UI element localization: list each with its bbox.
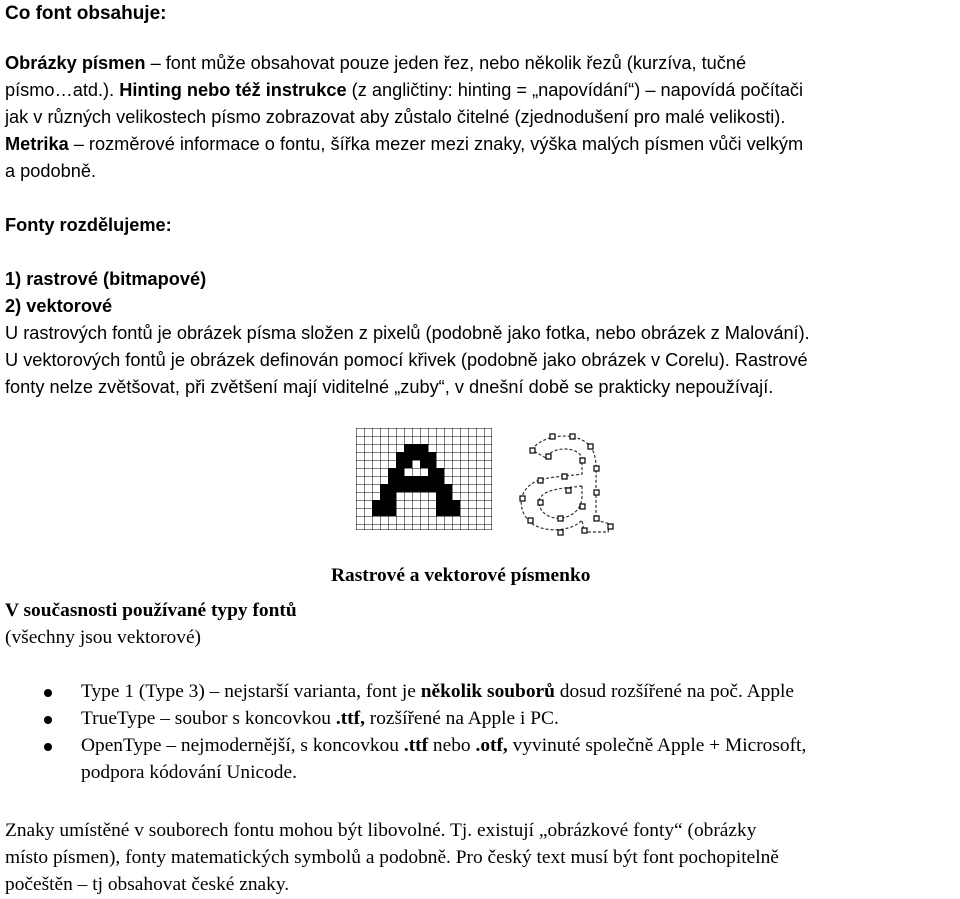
division-para-line-3: fonty nelze zvětšovat, při zvětšení mají viditelné „zuby“, v dnešní době se prakticky nepoužívají. — [5, 377, 774, 397]
intro-text-2a: (z angličtiny: hinting = „napovídání“) – napovídá počítači — [346, 80, 804, 100]
opentype-text-before: OpenType – nejmodernější, s koncovkou — [81, 735, 404, 756]
list-item-opentype — [0, 732, 955, 786]
types-header — [5, 597, 952, 651]
closing-line-2: místo písmen), fonty matematických symbolů a podobně. Pro český text musí být font pochopitelně — [5, 847, 779, 868]
truetype-text-bold: .ttf, — [335, 708, 365, 729]
type1-text-after: dosud rozšířené na poč. Apple — [554, 681, 795, 702]
list-item-truetype — [0, 705, 955, 732]
opentype-text-line2: podpora kódování Unicode. — [81, 762, 297, 783]
term-metrics: Metrika — [5, 134, 69, 154]
closing-line-1: Znaky umístěné v souborech fontu mohou být libovolné. Tj. existují „obrázkové fonty“ (obrázky — [5, 820, 757, 841]
division-list — [5, 266, 952, 401]
term-glyphs: Obrázky písmen — [5, 53, 146, 73]
types-subheading: (všechny jsou vektorové) — [5, 627, 202, 648]
intro-text-3a: – rozměrové informace o fontu, šířka mezer mezi znaky, výška malých písmen vůči velkým — [68, 134, 804, 154]
type1-text-before: Type 1 (Type 3) – nejstarší varianta, font je — [81, 681, 421, 702]
type1-text-bold: několik souborů — [420, 681, 555, 702]
heading-division: Fonty rozdělujeme: — [5, 215, 172, 235]
bullet-icon — [44, 743, 52, 751]
vector-letter-figure — [510, 428, 622, 538]
truetype-text-before: TrueType – soubor s koncovkou — [81, 708, 336, 729]
list-item-type1 — [0, 678, 955, 705]
division-item-raster: 1) rastrové (bitmapové) — [5, 269, 207, 289]
intro-text-1a: – font může obsahovat pouze jeden řez, nebo několik řezů (kurzíva, tučné — [145, 53, 747, 73]
bitmap-letter-figure — [356, 428, 492, 530]
intro-text-1b: písmo…atd.). — [5, 80, 120, 100]
figure-caption: Rastrové a vektorové písmenko — [331, 565, 591, 587]
types-heading: V současnosti používané typy fontů — [5, 600, 297, 621]
opentype-text-after: vyvinuté společně Apple + Microsoft, — [507, 735, 807, 756]
division-para-line-2: U vektorových fontů je obrázek definován pomocí křivek (podobně jako obrázek v Corelu). Rastrové — [5, 350, 808, 370]
intro-text-2b: jak v různých velikostech písmo zobrazovat aby zůstalo čitelné (zjednodušení pro malé velikosti). — [5, 107, 786, 127]
term-hinting: Hinting nebo též instrukce — [119, 80, 347, 100]
heading-font-contents: Co font obsahuje: — [5, 3, 167, 24]
division-item-vector: 2) vektorové — [5, 296, 113, 316]
font-types-list — [0, 678, 955, 786]
intro-paragraph — [5, 50, 952, 185]
intro-text-3b: a podobně. — [5, 161, 97, 181]
closing-paragraph — [5, 817, 952, 898]
truetype-text-after: rozšířené na Apple i PC. — [364, 708, 559, 729]
opentype-text-bold: .ttf — [403, 735, 429, 756]
division-para-line-1: U rastrových fontů je obrázek písma složen z pixelů (podobně jako fotka, nebo obrázek z Malování). — [5, 323, 810, 343]
opentype-text-bold2: .otf, — [475, 735, 508, 756]
bullet-icon — [44, 689, 52, 697]
closing-line-3: počeštěn – tj obsahovat české znaky. — [5, 874, 290, 895]
bullet-icon — [44, 716, 52, 724]
opentype-text-mid: nebo — [428, 735, 476, 756]
